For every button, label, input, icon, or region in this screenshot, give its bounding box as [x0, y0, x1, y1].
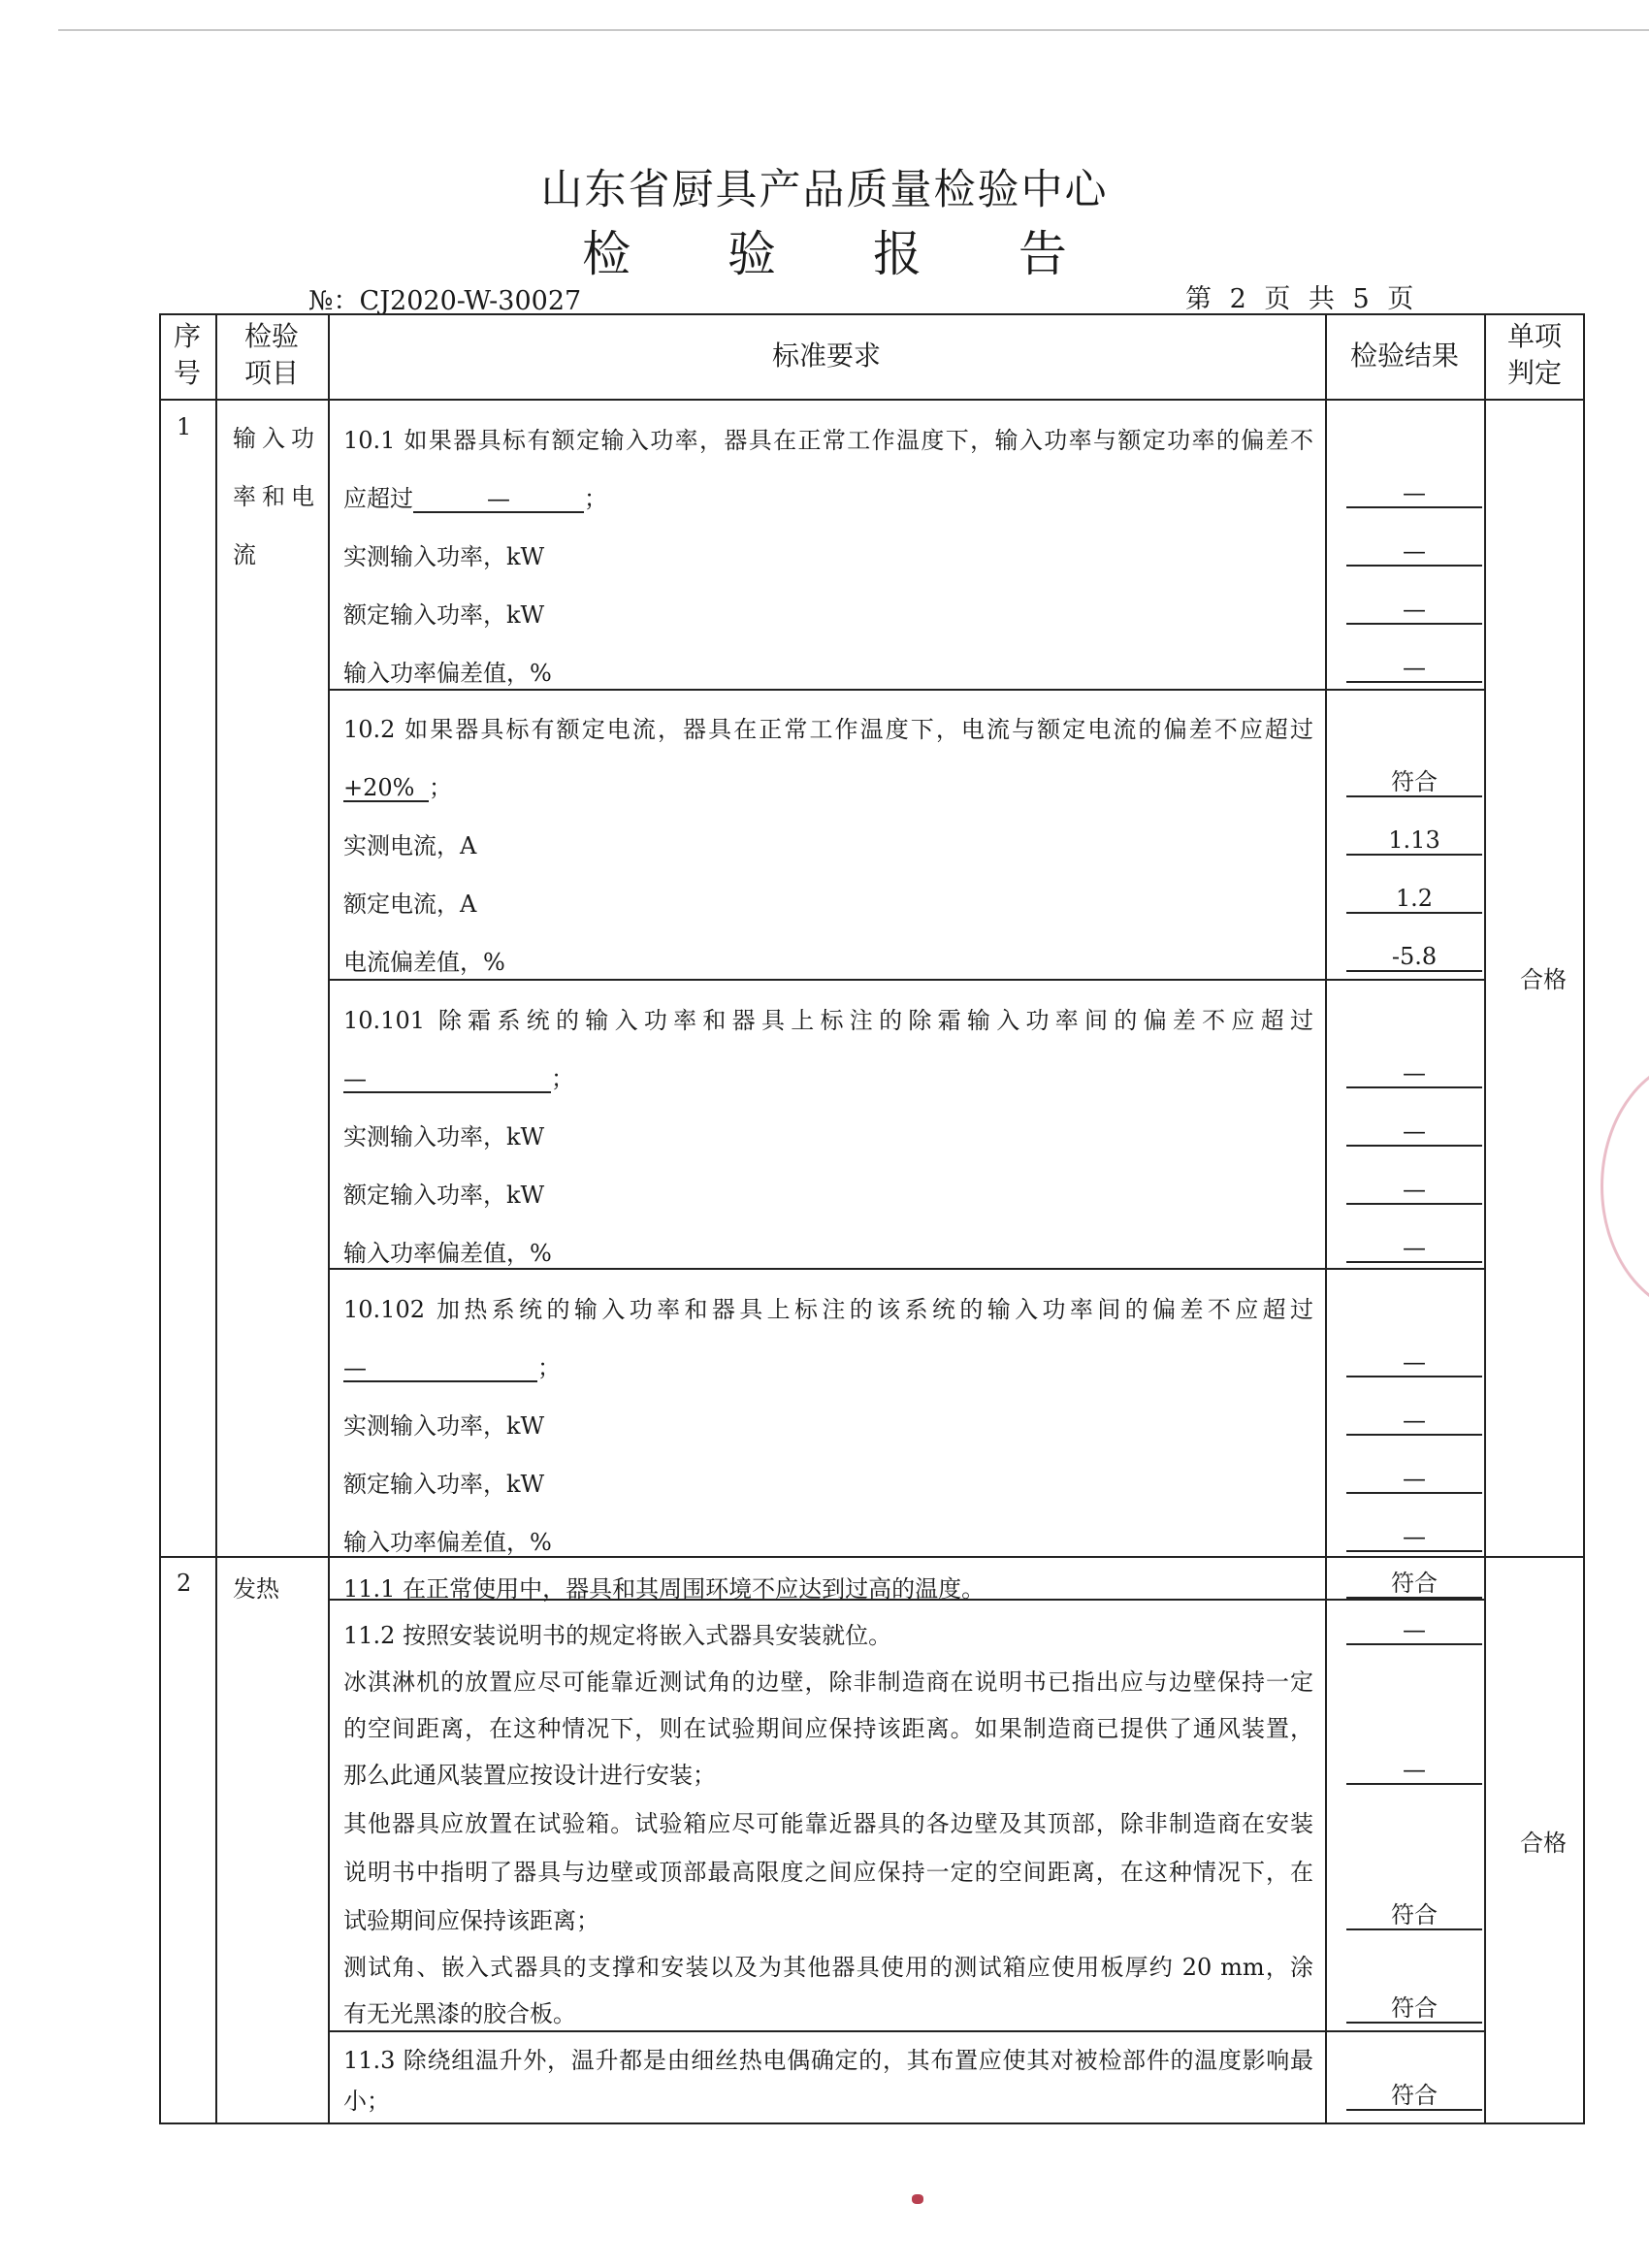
- result-value: —: [1346, 1176, 1482, 1205]
- row-item: 输入功率和电流: [233, 425, 320, 568]
- org-title: 山东省厨具产品质量检验中心: [540, 166, 1109, 214]
- result-value: —: [1346, 1348, 1482, 1377]
- clause-text: 的空间距离，在这种情况下，则在试验期间应保持该距离。如果制造商已提供了通风装置，: [343, 1715, 1313, 1742]
- section-divider: [328, 979, 1484, 981]
- row-seq: 1: [177, 413, 192, 440]
- clause-text: 10.101 除霜系统的输入功率和器具上标注的除霜输入功率间的偏差不应超过: [343, 1007, 1313, 1034]
- scan-speck: [912, 2194, 923, 2204]
- header-standard: 标准要求: [771, 340, 881, 372]
- measure-label: 额定输入功率，kW: [343, 601, 545, 629]
- measure-label: 实测输入功率，kW: [343, 1412, 545, 1440]
- clause-text: +20% ；: [343, 774, 452, 801]
- row-seq: 2: [177, 1570, 192, 1597]
- clause-text: 说明书中指明了器具与边壁或顶部最高限度之间应保持一定的空间距离，在这种情况下，在: [343, 1859, 1313, 1886]
- result-value: —: [1346, 1407, 1482, 1436]
- clause-text: 其他器具应放置在试验箱。试验箱应尽可能靠近器具的各边壁及其顶部，除非制造商在安装: [343, 1810, 1313, 1837]
- official-seal-fragment: [1600, 1057, 1649, 1315]
- result-value: -5.8: [1346, 943, 1482, 972]
- result-value: 符合: [1346, 1570, 1482, 1599]
- result-value: 符合: [1346, 2082, 1482, 2111]
- section-divider: [328, 1268, 1484, 1270]
- measure-label: 输入功率偏差值，%: [343, 660, 552, 687]
- clause-text: 11.1 在正常使用中，器具和其周围环境不应达到过高的温度。: [343, 1575, 986, 1603]
- measure-label: 实测输入功率，kW: [343, 543, 545, 570]
- measure-label: 额定输入功率，kW: [343, 1471, 545, 1498]
- limit-value: —: [413, 486, 584, 513]
- row-item: 发热: [233, 1575, 279, 1603]
- result-value: 符合: [1346, 768, 1482, 797]
- col-divider-standard: [1325, 313, 1327, 2124]
- header-divider: [159, 399, 1585, 401]
- clause-text: — ；: [343, 1354, 561, 1381]
- clause-text: 10.2 如果器具标有额定电流，器具在正常工作温度下，电流与额定电流的偏差不应超过: [343, 716, 1313, 743]
- header-verdict: 单项 判定: [1506, 320, 1562, 389]
- result-value: 符合: [1346, 1901, 1482, 1930]
- measure-label: 电流偏差值，%: [343, 949, 505, 976]
- result-value: —: [1346, 1118, 1482, 1147]
- result-value: —: [1346, 1616, 1482, 1645]
- clause-text: 有无光黑漆的胶合板。: [343, 2000, 576, 2027]
- measure-label: 实测输入功率，kW: [343, 1123, 545, 1150]
- report-number: №：CJ2020-W-30027: [308, 286, 582, 316]
- result-value: —: [1346, 596, 1482, 625]
- clause-text: 试验期间应保持该距离；: [343, 1907, 599, 1934]
- section-divider: [328, 2030, 1484, 2032]
- measure-label: 输入功率偏差值，%: [343, 1529, 552, 1556]
- result-value: —: [1346, 1523, 1482, 1552]
- header-seq: 序 号: [173, 320, 201, 389]
- result-value: —: [1346, 1756, 1482, 1785]
- measure-label: 实测电流，A: [343, 832, 477, 859]
- col-divider-seq: [215, 313, 217, 2124]
- col-divider-result: [1484, 313, 1486, 2124]
- result-value: 1.2: [1346, 885, 1482, 914]
- clause-text: 冰淇淋机的放置应尽可能靠近测试角的边壁，除非制造商在说明书已指出应与边壁保持一定: [343, 1669, 1313, 1696]
- report-title: 检 验 报 告: [582, 226, 1108, 282]
- measure-label: 额定输入功率，kW: [343, 1182, 545, 1209]
- col-divider-item: [328, 313, 330, 2124]
- result-value: —: [1346, 1059, 1482, 1088]
- page-indicator: 第 2 页 共 5 页: [1185, 284, 1414, 314]
- clause-text: 10.102 加热系统的输入功率和器具上标注的该系统的输入功率间的偏差不应超过: [343, 1296, 1313, 1323]
- measure-label: 额定电流，A: [343, 891, 477, 918]
- header-item: 检验 项目: [243, 320, 299, 389]
- clause-text: 那么此通风装置应按设计进行安装；: [343, 1762, 716, 1789]
- clause-text: — ；: [343, 1065, 574, 1092]
- limit-value: —: [343, 1066, 551, 1093]
- limit-value: —: [343, 1355, 537, 1382]
- clause-text: 11.3 除绕组温升外，温升都是由细丝热电偶确定的，其布置应使其对被检部件的温度影响最: [343, 2047, 1313, 2074]
- result-value: —: [1346, 1234, 1482, 1263]
- result-value: 符合: [1346, 1994, 1482, 2024]
- result-value: —: [1346, 1465, 1482, 1494]
- result-value: —: [1346, 479, 1482, 508]
- row-verdict: 合格: [1520, 966, 1567, 993]
- clause-text: 11.2 按照安装说明书的规定将嵌入式器具安装就位。: [343, 1622, 892, 1649]
- clause-text: 应超过 — ；: [343, 485, 607, 512]
- measure-label: 输入功率偏差值，%: [343, 1240, 552, 1267]
- result-value: —: [1346, 537, 1482, 567]
- clause-text: 小；: [343, 2088, 390, 2115]
- section-divider: [328, 689, 1484, 691]
- clause-text: 测试角、嵌入式器具的支撑和安装以及为其他器具使用的测试箱应使用板厚约 20 mm，涂: [343, 1954, 1313, 1981]
- limit-value: +20%: [343, 775, 429, 802]
- result-value: —: [1346, 654, 1482, 683]
- result-value: 1.13: [1346, 826, 1482, 856]
- header-result: 检验结果: [1349, 340, 1459, 372]
- clause-text: 10.1 如果器具标有额定输入功率，器具在正常工作温度下，输入功率与额定功率的偏差不: [343, 427, 1313, 454]
- scan-edge-line: [58, 29, 1649, 31]
- row-verdict: 合格: [1520, 1830, 1567, 1857]
